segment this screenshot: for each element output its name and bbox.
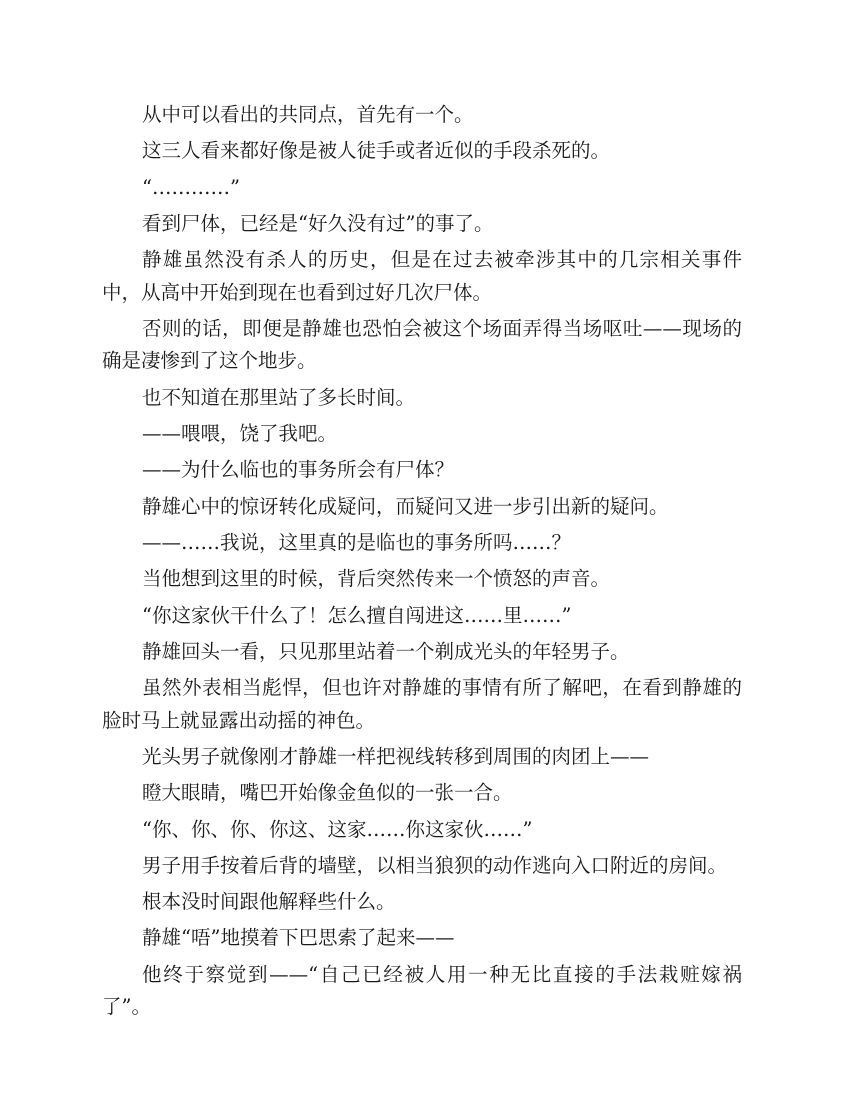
- paragraph: 根本没时间跟他解释些什么。: [142, 890, 396, 914]
- paragraph: “你、你、你、你这、这家……你这家伙……”: [142, 817, 533, 841]
- paragraph: 静雄“唔”地摸着下巴思索了起来——: [142, 926, 455, 950]
- paragraph: 否则的话，即便是静雄也恐怕会被这个场面弄得当场呕吐——现场的确是凄惨到了这个地步。: [102, 316, 742, 373]
- paragraph: ——……我说，这里真的是临也的事务所吗……？: [142, 530, 572, 554]
- paragraph: 他终于察觉到——“自己已经被人用一种无比直接的手法栽赃嫁祸了”。: [102, 962, 742, 1019]
- paragraph: 瞪大眼睛，嘴巴开始像金鱼似的一张一合。: [142, 781, 513, 805]
- paragraph: 看到尸体，已经是“好久没有过”的事了。: [142, 211, 494, 235]
- paragraph: 光头男子就像刚才静雄一样把视线转移到周围的肉团上——: [142, 744, 650, 768]
- paragraph: 虽然外表相当彪悍，但也许对静雄的事情有所了解吧，在看到静雄的脸时马上就显露出动摇的神色。: [102, 676, 742, 732]
- paragraph: 男子用手按着后背的墙壁，以相当狼狈的动作逃向入口附近的房间。: [142, 853, 728, 877]
- paragraph: 从中可以看出的共同点，首先有一个。: [142, 103, 474, 126]
- paragraph: 当他想到这里的时候，背后突然传来一个愤怒的声音。: [142, 567, 611, 591]
- paragraph: 这三人看来都好像是被人徒手或者近似的手段杀死的。: [142, 139, 611, 163]
- paragraph: ——为什么临也的事务所会有尸体？: [142, 458, 455, 482]
- paragraph: 静雄虽然没有杀人的历史，但是在过去被牵涉其中的几宗相关事件中，从高中开始到现在也看到过好几次尸体。: [102, 248, 742, 304]
- paragraph: “你这家伙干什么了！怎么擅自闯进这……里……”: [142, 603, 572, 627]
- novel-text-body: [102, 99, 742, 1028]
- paragraph: 静雄回头一看，只见那里站着一个剃成光头的年轻男子。: [142, 639, 630, 663]
- paragraph: 静雄心中的惊讶转化成疑问，而疑问又进一步引出新的疑问。: [142, 494, 669, 518]
- paragraph: ——喂喂，饶了我吧。: [142, 422, 338, 446]
- paragraph: “…………”: [142, 175, 240, 199]
- paragraph: 也不知道在那里站了多长时间。: [142, 385, 416, 409]
